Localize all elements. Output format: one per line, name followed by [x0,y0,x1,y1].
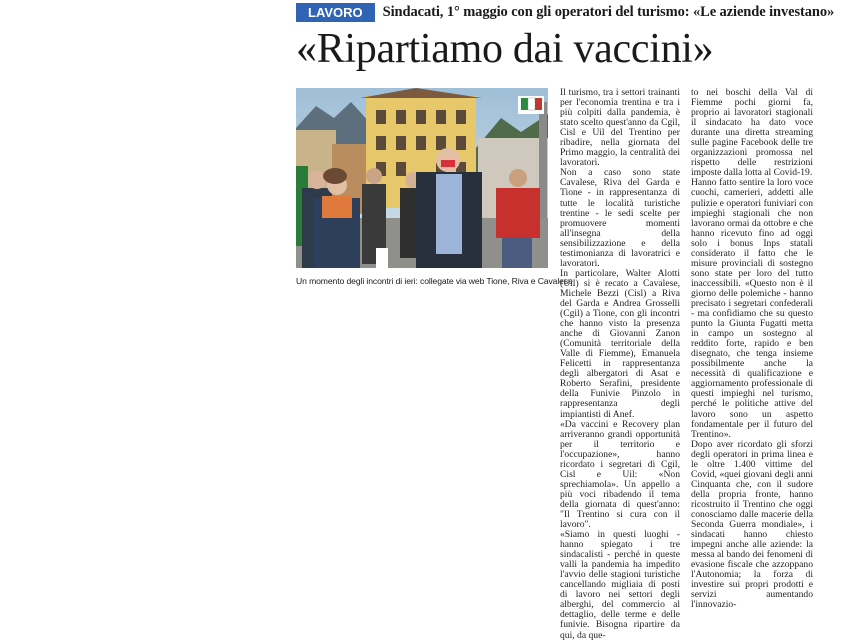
section-tag: LAVORO [296,3,375,22]
paragraph: «Da vaccini e Recovery plan arriveranno grandi opportunità per il territorio e l'occupazione», hanno ricordato i segretari di Cgil, Cisl e Uil: «Non sprechiamola». Un appello a più voci ribadendo il tema della giornata di quest'anno: "Il Trentino si cura con il lavoro". [560,418,680,531]
paragraph: In particolare, Walter Alotti (Uil) si è recato a Cavalese, Michele Bezzi (Cisl) a Riva del Garda e Andrea Grosselli (Cgil) a Tione, con gli incontri che hanno visto la presenza anche di Giovanni Zanon (Comunità territoriale della Valle di Fiemme), Emanuela Felicetti in rappresentanza degli albergatori di Asat e Roberto Serafini, presidente della Funivie Pinzolo in rappresentanza degli impiantisti di Anef. [560,267,680,420]
article-photo [296,88,548,268]
paragraph: to nei boschi della Val di Fiemme pochi giorni fa, proprio ai lavoratori stagionali il sindacato ha dato voce durante una diretta streaming sulle pagine Facebook delle tre organizzazioni promossa nel rispetto delle restrizioni imposte dalla lotta al Covid-19. [691,87,813,179]
article-column-2 [691,88,813,610]
photo-caption: Un momento degli incontri di ieri: collegate via web Tione, Riva e Cavalese [296,276,573,286]
paragraph: Dopo aver ricordato gli sforzi degli operatori in prima linea e le oltre 1.400 vittime del Covid, «quei giovani degli anni Cinquanta che, con il sudore della propria fronte, hanno ricostruito il Trentino che oggi conosciamo dalle macerie della Seconda Guerra mondiale», i sindacati hanno chiesto impegni anche alle aziende: la messa al bando dei fenomeni di evasione fiscale che azzoppano l'Autonomia; la forza di investire sui propri prodotti e servizi aumentando l'innovazio- [691,438,813,611]
photo-illustration [296,88,548,268]
kicker-text: Sindacati, 1° maggio con gli operatori del turismo: «Le aziende investano» [382,4,835,20]
article-column-1 [560,88,680,641]
paragraph: Il turismo, tra i settori trainanti per l'economia trentina e tra i più colpiti dalla pandemia, è stato scelto quest'anno da Cgil, Cisl e Uil del Trentino per ribadire, nella giornata del Primo maggio, la centralità dei lavoratori. [560,87,680,169]
paragraph: Non a caso sono state Cavalese, Riva del Garda e Tione - in rappresentanza di tutte le località turistiche trentine - le sedi scelte per promuovere momenti all'insegna della sensibilizzazione e della testimonianza di lavoratrici e lavoratori. [560,167,680,269]
paragraph: «Siamo in questi luoghi - hanno spiegato i tre sindacalisti - perché in queste valli la pandemia ha impedito l'avvio delle stagioni turistiche cancellando migliaia di posti di lavoro nei settori degli alberghi, del commercio al dettaglio, delle terme e delle funivie. Bisogna ripartire da qui, da que- [560,529,680,641]
article-kicker [296,3,834,22]
paragraph: Hanno fatto sentire la loro voce cuochi, camerieri, addetti alle pulizie e operatori funiviari con impieghi stagionali che non lavorano ormai da ottobre e che hanno ricevuto fino ad oggi solo i bonus Inps statali considerato il fatto che le misure provinciali di sostegno sono state per loro del tutto inaccessibili. «Questo non è il giorno delle polemiche - hanno precisato i segretari confederali - ma confidiamo che su questo punto la Giunta Fugatti metta in campo un sostegno al reddito forte, rapido e ben disegnato, che tenga insieme possibilmente anche la necessità di qualificazione e aggiornamento professionale di questi impieghi nel turismo, perché le politiche attive del lavoro sono un aspetto fondamentale per il futuro del Trentino». [691,177,813,440]
headline: «Ripartiamo dai vaccini» [296,26,714,72]
